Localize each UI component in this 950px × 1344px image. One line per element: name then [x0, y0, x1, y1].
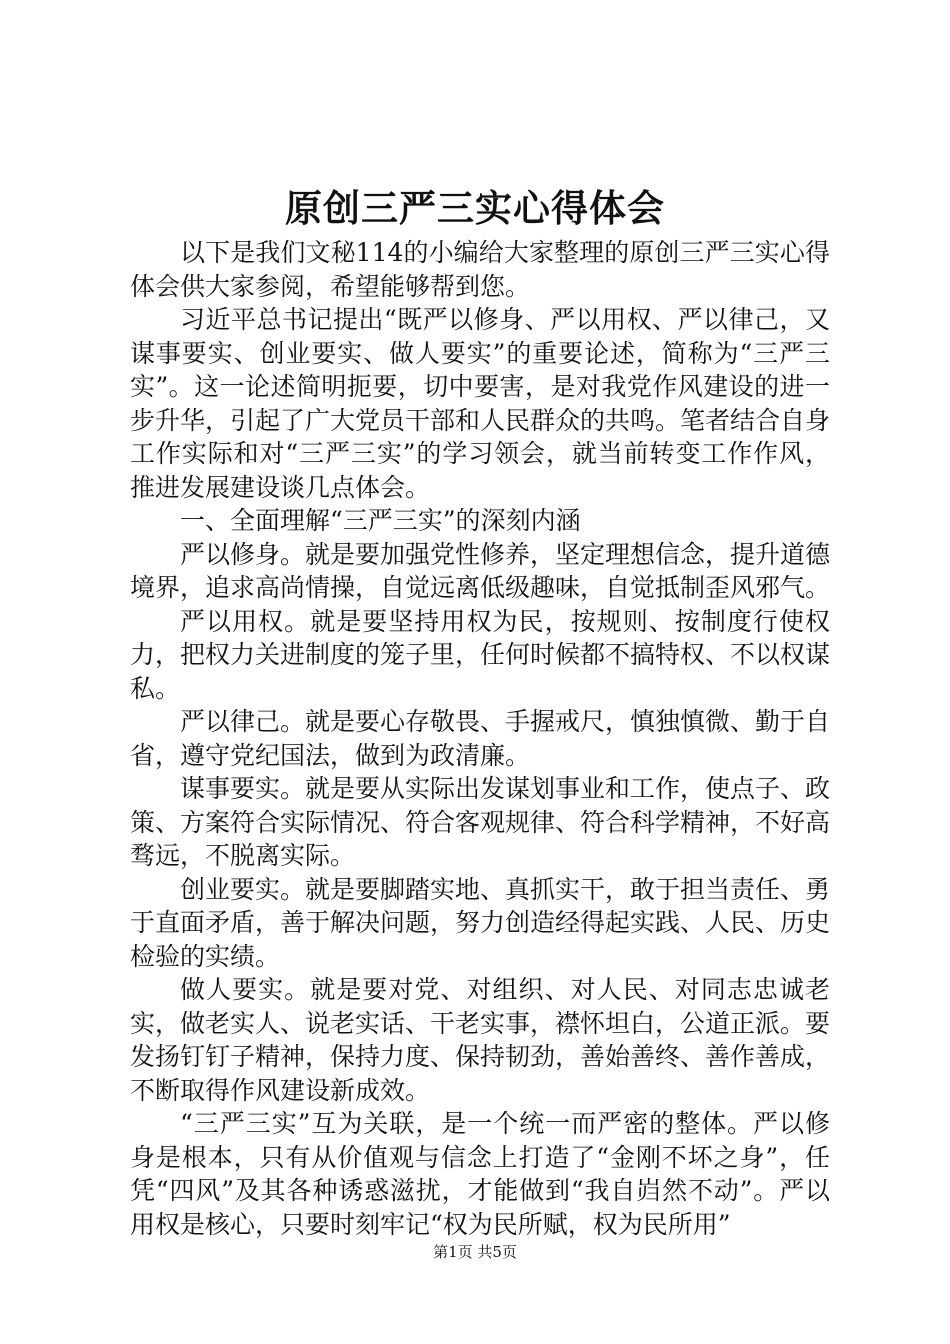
paragraph-self-discipline: 严以律己。就是要心存敬畏、手握戒尺，慎独慎微、勤于自省，遵守党纪国法，做到为政清廉。	[130, 707, 831, 770]
page-number-footer: 第1页 共5页	[433, 1243, 517, 1261]
paragraph-entrepreneurship: 创业要实。就是要脚踏实地、真抓实干，敢于担当责任、勇于直面矛盾，善于解决问题，努力创造经得起实践、人民、历史检验的实绩。	[130, 874, 831, 971]
document-body	[130, 236, 830, 1241]
document-title: 原创三严三实心得体会	[285, 186, 665, 230]
section-heading: 一、全面理解“三严三实”的深刻内涵	[180, 506, 581, 535]
paragraph-planning: 谋事要实。就是要从实际出发谋划事业和工作，使点子、政策、方案符合实际情况、符合客观规律、符合科学精神，不好高骛远，不脱离实际。	[130, 774, 831, 870]
paragraph-self-cultivation: 严以修身。就是要加强党性修养，坚定理想信念，提升道德境界，追求高尚情操，自觉远离低级趣味，自觉抵制歪风邪气。	[130, 539, 831, 602]
paragraph-use-of-power: 严以用权。就是要坚持用权为民，按规则、按制度行使权力，把权力关进制度的笼子里，任何时候都不搞特权、不以权谋私。	[130, 606, 831, 703]
paragraph-intro: 以下是我们文秘114的小编给大家整理的原创三严三实心得体会供大家参阅，希望能够帮到您。	[130, 238, 830, 301]
paragraph-integration: “三严三实”互为关联，是一个统一而严密的整体。严以修身是根本，只有从价值观与信念上打造了“金刚不坏之身”，任凭“四风”及其各种诱惑滋扰，才能做到“我自岿然不动”。严以用权是核心，只要时刻牢记“权为民所赋，权为民所用”	[130, 1109, 830, 1239]
paragraph-conduct: 做人要实。就是要对党、对组织、对人民、对同志忠诚老实，做老实人、说老实话、干老实事，襟怀坦白，公道正派。要发扬钉钉子精神，保持力度、保持韧劲，善始善终、善作善成，不断取得作风建设新成效。	[130, 975, 831, 1105]
paragraph-background: 习近平总书记提出“既严以修身、严以用权、严以律己，又谋事要实、创业要实、做人要实”的重要论述，简称为“三严三实”。这一论述简明扼要，切中要害，是对我党作风建设的进一步升华，引起了广大党员干部和人民群众的共鸣。笔者结合自身工作实际和对“三严三实”的学习领会，就当前转变工作作风，推进发展建设谈几点体会。	[130, 305, 831, 502]
